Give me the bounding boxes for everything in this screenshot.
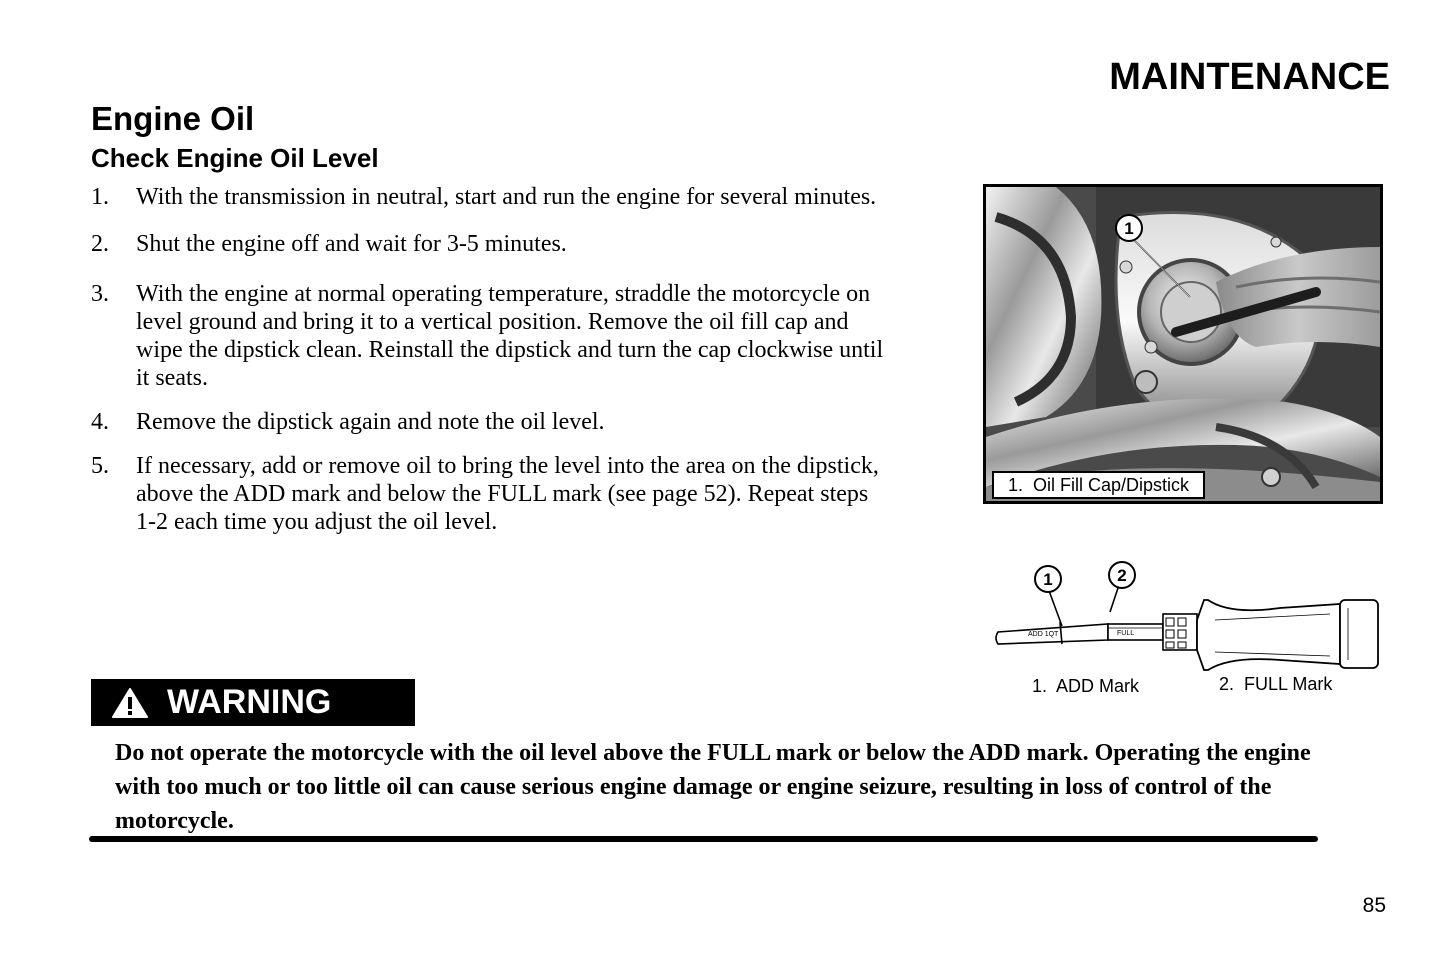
warning-triangle-icon [111, 687, 149, 719]
page-subtitle: Check Engine Oil Level [91, 143, 379, 173]
callout-2-label: 2 [1117, 566, 1127, 585]
callout-1-label: 1 [1043, 570, 1053, 589]
warning-label: WARNING [167, 683, 332, 721]
section-header: MAINTENANCE [1109, 56, 1390, 98]
step-number: 5. [91, 453, 109, 479]
add-mark-caption: 1. ADD Mark [1032, 676, 1140, 696]
warning-banner [91, 679, 415, 726]
step-number: 2. [91, 231, 109, 257]
step-item [91, 230, 891, 258]
step-item [91, 183, 891, 211]
photo-caption: 1. Oil Fill Cap/Dipstick [992, 471, 1205, 499]
step-item [91, 280, 891, 392]
warning-divider [89, 836, 1318, 842]
step-item [91, 408, 891, 436]
step-text: With the transmission in neutral, start and run the engine for several minutes. [136, 184, 877, 210]
dipstick-add-mark: ADD 1QT [1028, 631, 1059, 638]
dipstick-full-mark: FULL [1117, 630, 1135, 637]
step-number: 1. [91, 184, 109, 210]
engine-photo [983, 184, 1383, 504]
callout-1-label: 1 [1124, 219, 1134, 238]
steps-list [91, 183, 891, 555]
step-text: Shut the engine off and wait for 3-5 minutes. [136, 231, 567, 257]
step-number: 3. [91, 281, 109, 307]
page-number: 85 [1362, 894, 1386, 917]
step-text: If necessary, add or remove oil to bring the level into the area on the dipstick, above the ADD mark and below the FULL mark (see page 52). Repeat steps 1-2 each time you adjust the oil level. [136, 453, 879, 535]
engine-photo-image [986, 187, 1380, 501]
step-number: 4. [91, 409, 109, 435]
page-title: Engine Oil [91, 100, 255, 137]
full-mark-caption: 2. FULL Mark [1219, 674, 1333, 694]
step-text: With the engine at normal operating temperature, straddle the motorcycle on level ground and bring it to a vertical position. Remove the oil fill cap and wipe the dipstick clean. Reinstall the dipstick and turn the cap clockwise until it seats. [136, 281, 884, 391]
warning-text: Do not operate the motorcycle with the oil level above the FULL mark or below the ADD mark. Operating the engine with too much or too little oil can cause serious engine damage or engine seizure, resulting in loss of control of the motorcycle. [115, 740, 1311, 834]
step-item [91, 452, 891, 536]
dipstick-diagram [990, 560, 1385, 680]
step-text: Remove the dipstick again and note the oil level. [136, 409, 605, 435]
